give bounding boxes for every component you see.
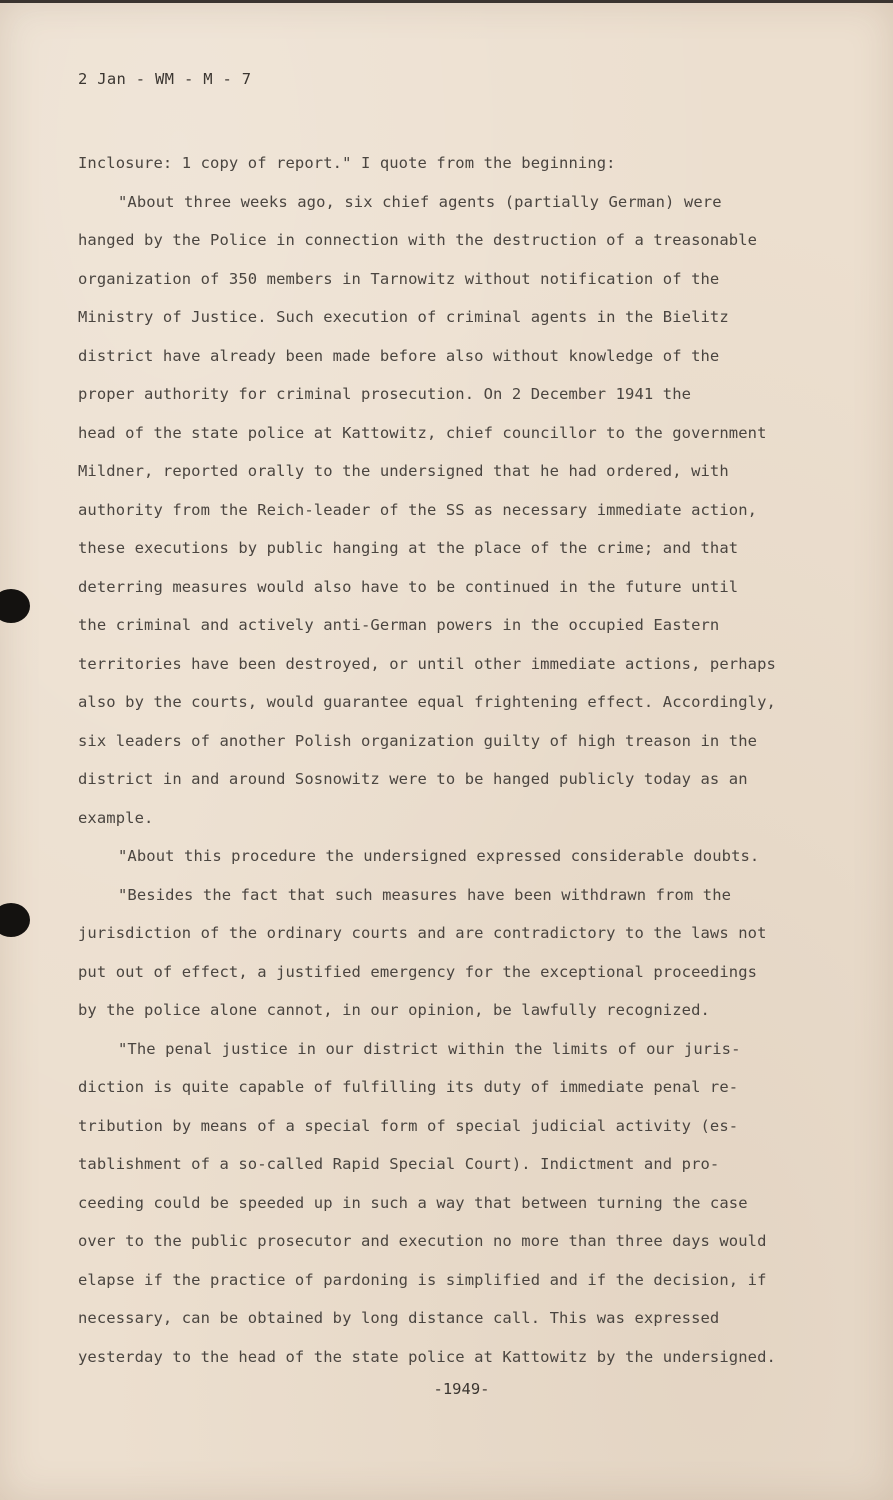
body-line: Inclosure: 1 copy of report." I quote from the beginning: bbox=[78, 154, 616, 172]
body-line: diction is quite capable of fulfilling its duty of immediate penal re- bbox=[78, 1078, 739, 1096]
body-line: hanged by the Police in connection with the destruction of a treasonable bbox=[78, 231, 758, 249]
body-line: these executions by public hanging at the place of the crime; and that bbox=[78, 539, 739, 557]
body-line: Ministry of Justice. Such execution of criminal agents in the Bielitz bbox=[78, 308, 729, 326]
body-line: "About three weeks ago, six chief agents (partially German) were bbox=[118, 192, 722, 211]
body-line: organization of 350 members in Tarnowitz without notification of the bbox=[78, 269, 720, 288]
body-line: jurisdiction of the ordinary courts and are contradictory to the laws not bbox=[78, 924, 767, 942]
body-line: also by the courts, would guarantee equal frightening effect. Accordingly, bbox=[78, 693, 776, 711]
body-line: deterring measures would also have to be continued in the future until bbox=[78, 577, 739, 596]
body-line: "Besides the fact that such measures have been withdrawn from the bbox=[118, 885, 732, 904]
body-line: head of the state police at Kattowitz, chief councillor to the government bbox=[78, 423, 767, 442]
body-line: "About this procedure the undersigned expressed considerable doubts. bbox=[118, 847, 760, 865]
body-line: territories have been destroyed, or until other immediate actions, perhaps bbox=[78, 654, 776, 673]
document-reference: 2 Jan - WM - M - 7 bbox=[78, 70, 252, 88]
body-line: yesterday to the head of the state police at Kattowitz by the undersigned. bbox=[78, 1347, 776, 1366]
body-line: tablishment of a so-called Rapid Special Court). Indictment and pro- bbox=[78, 1155, 720, 1173]
page-top-edge bbox=[0, 0, 893, 3]
body-line: proper authority for criminal prosecution. On 2 December 1941 the bbox=[78, 385, 692, 403]
body-line: tribution by means of a special form of special judicial activity (es- bbox=[78, 1116, 739, 1135]
punch-hole-upper bbox=[0, 589, 30, 623]
body-line: six leaders of another Polish organization guilty of high treason in the bbox=[78, 731, 758, 750]
body-line: district in and around Sosnowitz were to be hanged publicly today as an bbox=[78, 770, 748, 788]
body-line: elapse if the practice of pardoning is simplified and if the decision, if bbox=[78, 1270, 767, 1289]
body-line: district have already been made before also without knowledge of the bbox=[78, 346, 720, 365]
body-line: by the police alone cannot, in our opinion, be lawfully recognized. bbox=[78, 1001, 710, 1019]
document-body bbox=[78, 144, 803, 1376]
body-line: necessary, can be obtained by long distance call. This was expressed bbox=[78, 1309, 720, 1327]
body-line: the criminal and actively anti-German powers in the occupied Eastern bbox=[78, 616, 720, 634]
body-line: example. bbox=[78, 808, 154, 827]
body-line: Mildner, reported orally to the undersigned that he had ordered, with bbox=[78, 462, 729, 480]
page-number: -1949- bbox=[433, 1380, 490, 1398]
body-line: "The penal justice in our district within the limits of our juris- bbox=[118, 1039, 741, 1058]
body-line: authority from the Reich-leader of the SS as necessary immediate action, bbox=[78, 500, 758, 519]
body-line: over to the public prosecutor and execution no more than three days would bbox=[78, 1232, 767, 1250]
punch-hole-lower bbox=[0, 903, 30, 937]
body-line: put out of effect, a justified emergency for the exceptional proceedings bbox=[78, 962, 758, 981]
body-line: ceeding could be speeded up in such a way that between turning the case bbox=[78, 1193, 748, 1212]
